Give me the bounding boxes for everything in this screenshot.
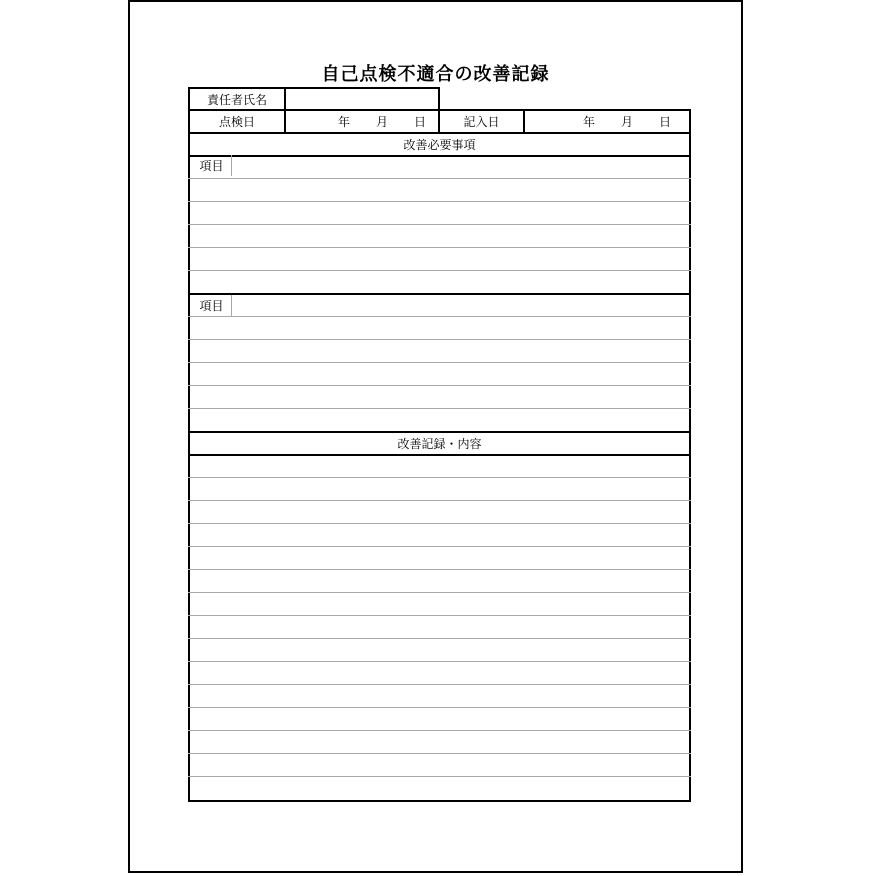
ruled-line: [188, 546, 691, 547]
ruled-line: [188, 753, 691, 754]
entry-month-label: 月: [621, 115, 634, 129]
ruled-line: [188, 661, 691, 662]
responsible-input[interactable]: [284, 87, 440, 111]
ruled-line: [188, 569, 691, 570]
ruled-line: [188, 362, 691, 363]
form-title: 自己点検不適合の改善記録: [321, 64, 550, 85]
form-sheet: [128, 0, 743, 873]
ruled-line: [188, 730, 691, 731]
ruled-line: [188, 684, 691, 685]
ruled-line: [188, 707, 691, 708]
ruled-line: [188, 247, 691, 248]
entry-year-label: 年: [583, 115, 596, 129]
ruled-line: [188, 592, 691, 593]
ruled-line: [188, 500, 691, 501]
entry-day-label: 日: [659, 115, 672, 129]
item-label-2: 項目: [192, 295, 232, 316]
improvement-record-header: 改善記録・内容: [188, 431, 691, 456]
inspection-day-label: 日: [414, 115, 427, 129]
ruled-line: [188, 339, 691, 340]
ruled-line: [188, 316, 691, 317]
ruled-line: [188, 178, 691, 179]
improvement-needed-header: 改善必要事項: [188, 132, 691, 157]
ruled-line: [188, 776, 691, 777]
ruled-line: [188, 201, 691, 202]
ruled-line: [188, 408, 691, 409]
ruled-line: [188, 270, 691, 271]
inspection-date-field[interactable]: [284, 109, 440, 134]
ruled-line: [188, 385, 691, 386]
item-section-1: [188, 155, 691, 296]
ruled-line: [188, 523, 691, 524]
ruled-line: [188, 638, 691, 639]
inspection-date-label: 点検日: [188, 109, 286, 134]
entry-date-label: 記入日: [438, 109, 525, 134]
ruled-line: [188, 224, 691, 225]
improvement-record-area[interactable]: [188, 454, 691, 802]
responsible-label: 責任者氏名: [188, 87, 286, 111]
ruled-line: [188, 615, 691, 616]
ruled-line: [188, 477, 691, 478]
inspection-month-label: 月: [376, 115, 389, 129]
item-section-2: [188, 293, 691, 434]
inspection-year-label: 年: [338, 115, 351, 129]
item-label-1: 項目: [192, 155, 232, 176]
entry-date-field[interactable]: [523, 109, 691, 134]
